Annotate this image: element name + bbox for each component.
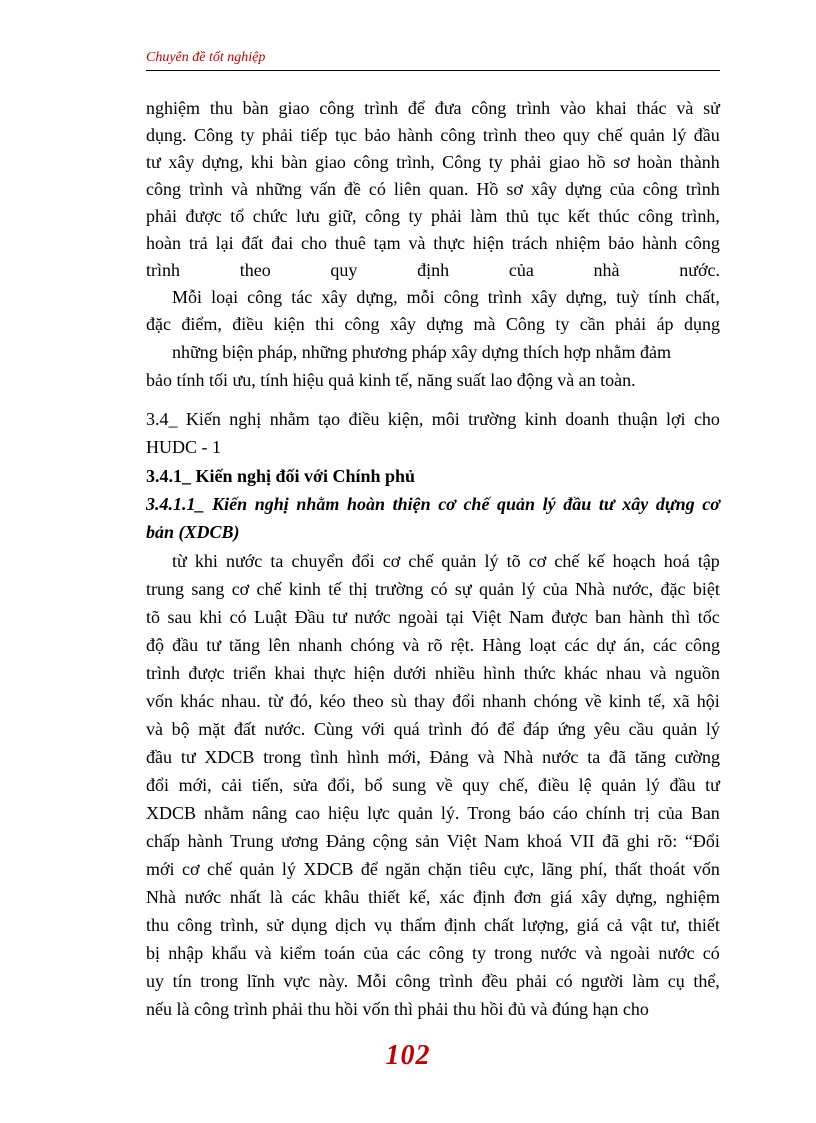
para3-line-13: Nhà nước nhất là các khâu thiết kế, xác định đơn giá xây dựng, nghiệm bbox=[146, 887, 720, 907]
para3-line-4: độ đầu tư tăng lên nhanh chóng và rõ rệt. Hàng loạt các dự án, các công bbox=[146, 635, 720, 655]
para3-line-6: vốn khác nhau. từ đó, kéo theo sù thay đổi nhanh chóng về kinh tế, xã hội bbox=[146, 691, 720, 711]
para3-line-16: uy tín trong lĩnh vực này. Mỗi công trình đều phải có người làm cụ thể, bbox=[146, 971, 720, 991]
word: định bbox=[417, 260, 450, 280]
para3-line-8: đầu tư XDCB trong tình hình mới, Đảng và Nhà nước ta đã tăng cường bbox=[146, 747, 720, 767]
para2-line-2: đặc điểm, điều kiện thi công xây dựng mà Công ty cần phải áp dụng bbox=[146, 314, 720, 334]
para3-line-9: đổi mới, cải tiến, sửa đổi, bổ sung về quy chế, điều lệ quản lý đầu tư bbox=[146, 775, 720, 795]
word: trình bbox=[146, 260, 180, 280]
para3-line-15: bị nhập khẩu và kiểm toán của các công ty trong nước và ngoài nước có bbox=[146, 943, 720, 963]
word: nước. bbox=[679, 260, 720, 280]
para1-line-6: hoàn trả lại đất đai cho thuê tạm và thực hiện trách nhiệm bảo hành công bbox=[146, 233, 720, 253]
para3-line-2: trung sang cơ chế kinh tế thị trường có sự quản lý của Nhà nước, đặc biệt bbox=[146, 579, 720, 599]
page-number: 102 bbox=[385, 1040, 431, 1071]
para1-line-7 bbox=[146, 259, 720, 281]
para2-line-3: những biện pháp, những phương pháp xây dựng thích hợp nhằm đảm bbox=[172, 342, 671, 362]
section-heading-line-2: HUDC - 1 bbox=[146, 437, 221, 457]
para2-line-4: bảo tính tối ưu, tính hiệu quả kinh tế, năng suất lao động và an toàn. bbox=[146, 370, 636, 390]
header-title: Chuyên đề tốt nghiệp bbox=[146, 50, 266, 65]
section-heading-line-1: 3.4_ Kiến nghị nhằm tạo điều kiện, môi trường kinh doanh thuận lợi cho bbox=[146, 409, 720, 429]
para3-line-14: thu công trình, sử dụng dịch vụ thẩm định chất lượng, giá cả vật tư, thiết bbox=[146, 915, 720, 935]
word: theo bbox=[239, 260, 271, 280]
para3-line-17: nếu là công trình phải thu hồi vốn thì phải thu hồi đủ và đúng hạn cho bbox=[146, 999, 649, 1019]
para3-line-10: XDCB nhằm nâng cao hiệu lực quản lý. Trong báo cáo chính trị của Ban bbox=[146, 803, 720, 823]
para1-line-5: phải được tổ chức lưu giữ, công ty phải làm thủ tục kết thúc công trình, bbox=[146, 206, 720, 226]
para3-line-7: và bộ mặt đất nước. Cùng với quá trình đó để đáp ứng yêu cầu quản lý bbox=[146, 719, 720, 739]
para3-line-1: từ khi nước ta chuyển đổi cơ chế quản lý tõ cơ chế kế hoạch hoá tập bbox=[172, 551, 720, 571]
para1-line-3: tư xây dựng, khi bàn giao công trình, Công ty phải giao hồ sơ hoàn thành bbox=[146, 152, 720, 172]
subsection-heading: 3.4.1_ Kiến nghị đối với Chính phủ bbox=[146, 466, 416, 486]
para3-line-12: mới cơ chế quản lý XDCB để ngăn chặn tiêu cực, lãng phí, thất thoát vốn bbox=[146, 859, 720, 879]
word: quy bbox=[330, 260, 358, 280]
para3-line-11: chấp hành Trung ương Đảng cộng sản Việt Nam khoá VII đã ghi rõ: “Đổi bbox=[146, 831, 720, 851]
para3-line-5: trình được triển khai thực hiện dưới nhiều hình thức khác nhau và nguồn bbox=[146, 663, 720, 683]
page-header bbox=[146, 48, 720, 71]
para2-line-1: Mỗi loại công tác xây dựng, mỗi công trình xây dựng, tuỳ tính chất, bbox=[172, 287, 720, 307]
word: nhà bbox=[593, 260, 620, 280]
subsubsection-heading-line-1: 3.4.1.1_ Kiến nghị nhằm hoàn thiện cơ chế quản lý đầu tư xây dựng cơ bbox=[146, 494, 720, 514]
para1-line-4: công trình và những vấn đề có liên quan. Hồ sơ xây dựng của công trình bbox=[146, 179, 720, 199]
para1-line-1: nghiệm thu bàn giao công trình để đưa công trình vào khai thác và sử bbox=[146, 98, 720, 118]
para3-line-3: tõ sau khi có Luật Đầu tư nước ngoài tại Việt Nam được ban hành thì tốc bbox=[146, 607, 720, 627]
subsubsection-heading-line-2: bản (XDCB) bbox=[146, 522, 240, 542]
word: của bbox=[508, 260, 534, 280]
para1-line-2: dụng. Công ty phải tiếp tục bảo hành công trình theo quy chế quản lý đầu bbox=[146, 125, 720, 145]
